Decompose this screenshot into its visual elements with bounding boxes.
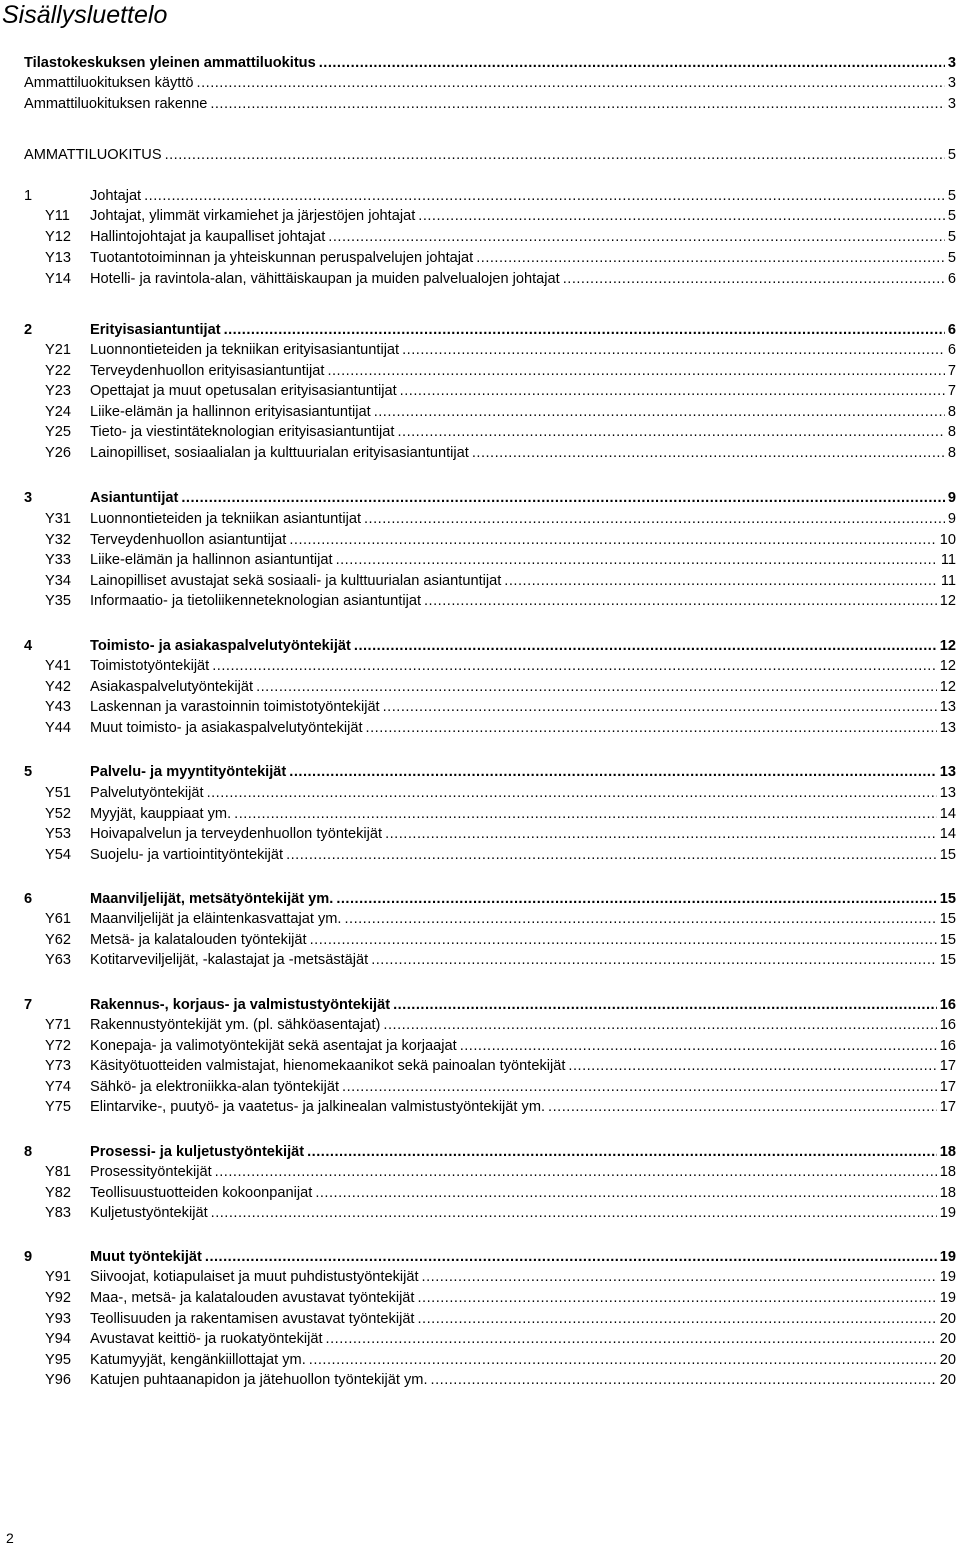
toc-entry (24, 72, 956, 92)
toc-entry-page: 16 (939, 997, 956, 1013)
toc-entry-code: Y96 (45, 1372, 71, 1388)
toc-leader-dots (289, 763, 936, 781)
toc-entry-title: Katujen puhtaanapidon ja jätehuollon työntekijät ym. (90, 1372, 428, 1388)
toc-leader-dots (181, 489, 945, 507)
toc-entry (24, 570, 956, 590)
toc-entry (24, 205, 956, 225)
toc-entry-page: 8 (947, 404, 956, 420)
toc-entry-page: 8 (947, 424, 956, 440)
toc-entry-code: 6 (24, 891, 33, 907)
toc-entry-title: Hoivapalvelun ja terveydenhuollon työntekijät (90, 826, 383, 842)
toc-entry-code: Y95 (45, 1352, 71, 1368)
toc-entry-title: Prosessi- ja kuljetustyöntekijät (90, 1144, 305, 1160)
toc-entry (24, 994, 956, 1014)
toc-entry (24, 268, 956, 288)
toc-leader-dots (418, 1310, 937, 1328)
toc-entry-page: 13 (939, 699, 956, 715)
toc-entry-code: Y83 (45, 1205, 71, 1221)
toc-entry-code: Y73 (45, 1058, 71, 1074)
toc-entry-title: Asiantuntijat (90, 490, 179, 506)
toc-entry-title: Toimisto- ja asiakaspalvelutyöntekijät (90, 638, 351, 654)
toc-entry-title: Hallintojohtajat ja kaupalliset johtajat (90, 229, 326, 245)
toc-entry-title: Liike-elämän ja hallinnon erityisasiantuntijat (90, 404, 371, 420)
toc-leader-dots (326, 1330, 937, 1348)
toc-entry (24, 185, 956, 205)
toc-entry (24, 823, 956, 843)
toc-entry (24, 1014, 956, 1034)
toc-entry-title: Myyjät, kauppiaat ym. (90, 806, 232, 822)
toc-leader-dots (374, 403, 945, 421)
toc-entry-title: Tieto- ja viestintäteknologian erityisasiantuntijat (90, 424, 395, 440)
toc-entry-title: Johtajat, ylimmät virkamiehet ja järjestöjen johtajat (90, 208, 416, 224)
toc-entry-page: 8 (947, 445, 956, 461)
toc-leader-dots (289, 531, 936, 549)
toc-entry-page: 18 (939, 1164, 956, 1180)
toc-entry-title: Avustavat keittiö- ja ruokatyöntekijät (90, 1331, 323, 1347)
toc-entry (24, 226, 956, 246)
toc-entry-page: 20 (939, 1372, 956, 1388)
toc-entry-title: Ammattiluokituksen rakenne (24, 96, 208, 112)
toc-leader-dots (224, 321, 945, 339)
toc-entry-code: Y24 (45, 404, 71, 420)
toc-entry (24, 1055, 956, 1075)
toc-entry-page: 16 (939, 1038, 956, 1054)
toc-entry-page: 13 (939, 785, 956, 801)
toc-entry (24, 1328, 956, 1348)
toc-entry-page: 17 (939, 1079, 956, 1095)
toc-entry (24, 529, 956, 549)
toc-entry-page: 11 (940, 573, 956, 589)
toc-entry-title: Tuotantotoiminnan ja yhteiskunnan peruspalvelujen johtajat (90, 250, 474, 266)
toc-entry-code: Y91 (45, 1269, 71, 1285)
toc-entry-title: Erityisasiantuntijat (90, 322, 221, 338)
toc-entry-page: 7 (947, 363, 956, 379)
toc-entry-code: Y63 (45, 952, 71, 968)
toc-leader-dots (207, 784, 937, 802)
toc-entry-page: 20 (939, 1331, 956, 1347)
toc-entry-code: 7 (24, 997, 33, 1013)
toc-entry-title: Lainopilliset, sosiaalialan ja kulttuurialan erityisasiantuntijat (90, 445, 469, 461)
toc-leader-dots (212, 657, 937, 675)
toc-entry-code: Y71 (45, 1017, 71, 1033)
toc-leader-dots (422, 1268, 937, 1286)
toc-entry (24, 929, 956, 949)
toc-leader-dots (371, 951, 937, 969)
toc-entry-code: Y53 (45, 826, 71, 842)
toc-leader-dots (315, 1184, 936, 1202)
toc-entry-code: Y94 (45, 1331, 71, 1347)
toc-entry-code: Y52 (45, 806, 71, 822)
toc-entry (24, 717, 956, 737)
toc-leader-dots (383, 1016, 936, 1034)
toc-entry (24, 52, 956, 72)
toc-entry-page: 19 (939, 1249, 956, 1265)
toc-entry (24, 1141, 956, 1161)
toc-entry-title: Katumyyjät, kengänkiillottajat ym. (90, 1352, 306, 1368)
toc-entry-title: Lainopilliset avustajat sekä sosiaali- ja kulttuurialan asiantuntijat (90, 573, 502, 589)
toc-entry (24, 1182, 956, 1202)
toc-entry-page: 9 (947, 490, 956, 506)
toc-entry-page: 13 (939, 720, 956, 736)
toc-entry-code: Y51 (45, 785, 71, 801)
toc-entry-code: Y32 (45, 532, 71, 548)
toc-entry (24, 1369, 956, 1389)
toc-entry-title: Palvelu- ja myyntityöntekijät (90, 764, 287, 780)
toc-entry-title: Asiakaspalvelutyöntekijät (90, 679, 254, 695)
toc-entry-code: Y21 (45, 342, 71, 358)
toc-entry-code: Y14 (45, 271, 71, 287)
toc-entry (24, 1161, 956, 1181)
toc-entry (24, 803, 956, 823)
toc-entry-code: 4 (24, 638, 33, 654)
toc-entry (24, 1202, 956, 1222)
toc-entry-code: 5 (24, 764, 33, 780)
toc-entry-code: Y82 (45, 1185, 71, 1201)
toc-entry-page: 19 (939, 1269, 956, 1285)
toc-entry (24, 676, 956, 696)
toc-entry (24, 319, 956, 339)
toc-entry-title: Maanviljelijät, metsätyöntekijät ym. (90, 891, 334, 907)
toc-entry-page: 19 (939, 1205, 956, 1221)
toc-entry-title: Muut työntekijät (90, 1249, 202, 1265)
toc-entry-title: Rakennustyöntekijät ym. (pl. sähköasentajat) (90, 1017, 381, 1033)
toc-entry-title: Informaatio- ja tietoliikenneteknologian asiantuntijat (90, 593, 421, 609)
toc-entry-title: Laskennan ja varastoinnin toimistotyöntekijät (90, 699, 380, 715)
toc-leader-dots (364, 510, 945, 528)
toc-leader-dots (205, 1248, 937, 1266)
toc-entry (24, 508, 956, 528)
toc-leader-dots (476, 249, 945, 267)
toc-entry-title: Konepaja- ja valimotyöntekijät sekä asentajat ja korjaajat (90, 1038, 457, 1054)
toc-entry-page: 15 (939, 911, 956, 927)
toc-entry (24, 844, 956, 864)
toc-leader-dots (417, 1289, 936, 1307)
toc-leader-dots (563, 270, 945, 288)
toc-entry-code: Y93 (45, 1311, 71, 1327)
toc-entry-page: 5 (947, 229, 956, 245)
toc-entry-code: Y42 (45, 679, 71, 695)
toc-leader-dots (327, 362, 944, 380)
toc-entry (24, 360, 956, 380)
toc-entry-page: 10 (939, 532, 956, 548)
toc-entry-page: 15 (939, 891, 956, 907)
toc-entry (24, 1308, 956, 1328)
toc-entry-page: 12 (939, 638, 956, 654)
toc-entry-title: Siivoojat, kotiapulaiset ja muut puhdistustyöntekijät (90, 1269, 419, 1285)
toc-leader-dots (210, 95, 945, 113)
toc-leader-dots (286, 846, 937, 864)
toc-entry-page: 19 (939, 1290, 956, 1306)
toc-leader-dots (344, 910, 936, 928)
toc-entry-title: Ammattiluokituksen käyttö (24, 75, 194, 91)
toc-entry-page: 14 (939, 826, 956, 842)
toc-entry (24, 339, 956, 359)
toc-entry (24, 635, 956, 655)
toc-leader-dots (402, 341, 945, 359)
toc-leader-dots (319, 54, 945, 72)
toc-entry-page: 15 (939, 952, 956, 968)
toc-entry-title: Maa-, metsä- ja kalatalouden avustavat työntekijät (90, 1290, 415, 1306)
toc-entry-title: Kuljetustyöntekijät (90, 1205, 208, 1221)
page-title: Sisällysluettelo (2, 1, 168, 29)
toc-leader-dots (310, 931, 937, 949)
toc-entry-code: Y92 (45, 1290, 71, 1306)
toc-leader-dots (418, 207, 945, 225)
toc-entry-code: Y61 (45, 911, 71, 927)
toc-leader-dots (342, 1078, 937, 1096)
toc-entry (24, 1266, 956, 1286)
toc-entry (24, 1076, 956, 1096)
toc-entry-page: 9 (947, 511, 956, 527)
toc-entry-page: 5 (947, 188, 956, 204)
toc-leader-dots (400, 382, 945, 400)
toc-entry-title: Luonnontieteiden ja tekniikan erityisasiantuntijat (90, 342, 400, 358)
toc-entry-code: 2 (24, 322, 33, 338)
toc-entry-page: 3 (947, 75, 956, 91)
toc-entry-page: 5 (947, 208, 956, 224)
toc-entry-title: Prosessityöntekijät (90, 1164, 212, 1180)
toc-leader-dots (197, 74, 945, 92)
toc-entry-code: 3 (24, 490, 33, 506)
toc-entry-code: Y41 (45, 658, 71, 674)
toc-entry-code: 9 (24, 1249, 33, 1265)
toc-entry-code: Y12 (45, 229, 71, 245)
toc-entry-title: Sähkö- ja elektroniikka-alan työntekijät (90, 1079, 340, 1095)
toc-entry-page: 16 (939, 1017, 956, 1033)
toc-entry (24, 1246, 956, 1266)
toc-leader-dots (307, 1143, 937, 1161)
toc-entry-title: Palvelutyöntekijät (90, 785, 204, 801)
toc-leader-dots (383, 698, 937, 716)
toc-entry (24, 442, 956, 462)
toc-entry-code: Y23 (45, 383, 71, 399)
toc-leader-dots (548, 1098, 937, 1116)
toc-leader-dots (366, 719, 937, 737)
toc-leader-dots (256, 678, 937, 696)
toc-entry (24, 93, 956, 113)
toc-entry (24, 549, 956, 569)
toc-leader-dots (431, 1371, 937, 1389)
toc-entry (24, 1349, 956, 1369)
toc-leader-dots (165, 146, 945, 164)
toc-leader-dots (336, 890, 936, 908)
toc-entry (24, 949, 956, 969)
toc-leader-dots (309, 1351, 937, 1369)
toc-entry-page: 13 (939, 764, 956, 780)
toc-entry (24, 782, 956, 802)
toc-entry-title: Metsä- ja kalatalouden työntekijät (90, 932, 307, 948)
toc-entry-title: Teollisuuden ja rakentamisen avustavat työntekijät (90, 1311, 415, 1327)
toc-entry-code: Y33 (45, 552, 71, 568)
toc-entry-page: 14 (939, 806, 956, 822)
toc-entry-page: 15 (939, 847, 956, 863)
toc-entry-title: Elintarvike-, puutyö- ja vaatetus- ja jalkinealan valmistustyöntekijät ym. (90, 1099, 546, 1115)
toc-entry-code: Y62 (45, 932, 71, 948)
toc-entry (24, 1096, 956, 1116)
toc-entry-page: 15 (939, 932, 956, 948)
toc-entry-code: Y26 (45, 445, 71, 461)
toc-entry-title: Kotitarveviljelijät, -kalastajat ja -metsästäjät (90, 952, 369, 968)
toc-entry-title: Opettajat ja muut opetusalan erityisasiantuntijat (90, 383, 397, 399)
toc-entry-code: Y44 (45, 720, 71, 736)
toc-entry-page: 20 (939, 1352, 956, 1368)
toc-entry-code: Y31 (45, 511, 71, 527)
toc-entry-code: Y11 (45, 208, 70, 224)
toc-entry-page: 6 (947, 271, 956, 287)
toc-entry-title: Johtajat (90, 188, 142, 204)
toc-entry-code: Y75 (45, 1099, 71, 1115)
toc-entry-code: Y22 (45, 363, 71, 379)
toc-leader-dots (472, 444, 945, 462)
toc-entry (24, 888, 956, 908)
toc-entry-code: 1 (24, 188, 33, 204)
toc-entry-code: Y34 (45, 573, 71, 589)
toc-leader-dots (424, 592, 937, 610)
toc-entry (24, 247, 956, 267)
toc-entry (24, 144, 956, 164)
toc-entry-page: 12 (939, 679, 956, 695)
toc-entry-page: 12 (939, 658, 956, 674)
toc-entry-page: 18 (939, 1185, 956, 1201)
toc-leader-dots (215, 1163, 937, 1181)
toc-entry-code: Y13 (45, 250, 71, 266)
toc-entry (24, 590, 956, 610)
toc-leader-dots (568, 1057, 936, 1075)
toc-entry-title: Muut toimisto- ja asiakaspalvelutyöntekijät (90, 720, 363, 736)
toc-entry-title: Maanviljelijät ja eläintenkasvattajat ym. (90, 911, 342, 927)
toc-entry-title: Hotelli- ja ravintola-alan, vähittäiskaupan ja muiden palvelualojen johtajat (90, 271, 560, 287)
toc-leader-dots (354, 637, 937, 655)
toc-entry (24, 401, 956, 421)
toc-entry-page: 18 (939, 1144, 956, 1160)
toc-leader-dots (385, 825, 937, 843)
toc-entry-page: 7 (947, 383, 956, 399)
toc-entry-page: 5 (947, 147, 956, 163)
toc-entry (24, 908, 956, 928)
toc-entry-page: 12 (939, 593, 956, 609)
toc-entry-title: Terveydenhuollon erityisasiantuntijat (90, 363, 325, 379)
toc-entry (24, 380, 956, 400)
toc-leader-dots (211, 1204, 937, 1222)
toc-leader-dots (234, 805, 937, 823)
toc-entry (24, 487, 956, 507)
toc-entry (24, 1287, 956, 1307)
toc-entry (24, 1035, 956, 1055)
toc-entry-code: Y72 (45, 1038, 71, 1054)
page-number: 2 (6, 1530, 14, 1546)
toc-entry-title: Teollisuustuotteiden kokoonpanijat (90, 1185, 313, 1201)
toc-entry-title: Toimistotyöntekijät (90, 658, 210, 674)
toc-entry-page: 5 (947, 250, 956, 266)
toc-entry (24, 696, 956, 716)
toc-entry-code: Y81 (45, 1164, 71, 1180)
toc-entry-title: Suojelu- ja vartiointityöntekijät (90, 847, 284, 863)
toc-leader-dots (328, 228, 945, 246)
toc-entry (24, 761, 956, 781)
toc-leader-dots (144, 187, 945, 205)
toc-entry-title: Rakennus-, korjaus- ja valmistustyöntekijät (90, 997, 391, 1013)
toc-entry (24, 655, 956, 675)
toc-entry-code: Y25 (45, 424, 71, 440)
toc-entry-page: 17 (939, 1099, 956, 1115)
toc-entry-title: Tilastokeskuksen yleinen ammattiluokitus (24, 55, 316, 71)
toc-entry-code: Y35 (45, 593, 71, 609)
toc-entry-page: 3 (947, 55, 956, 71)
toc-leader-dots (460, 1037, 937, 1055)
toc-entry-page: 20 (939, 1311, 956, 1327)
toc-entry-code: Y74 (45, 1079, 71, 1095)
toc-entry (24, 421, 956, 441)
toc-entry-title: Käsityötuotteiden valmistajat, hienomekaanikot sekä painoalan työntekijät (90, 1058, 566, 1074)
toc-leader-dots (504, 572, 938, 590)
toc-leader-dots (397, 423, 944, 441)
toc-entry-page: 3 (947, 96, 956, 112)
toc-entry-code: 8 (24, 1144, 33, 1160)
toc-entry-page: 6 (947, 342, 956, 358)
toc-entry-title: Liike-elämän ja hallinnon asiantuntijat (90, 552, 333, 568)
toc-entry-page: 6 (947, 322, 956, 338)
toc-entry-title: AMMATTILUOKITUS (24, 147, 162, 163)
toc-leader-dots (336, 551, 938, 569)
toc-entry-code: Y43 (45, 699, 71, 715)
toc-entry-code: Y54 (45, 847, 71, 863)
toc-entry-page: 17 (939, 1058, 956, 1074)
toc-leader-dots (393, 996, 937, 1014)
toc-entry-page: 11 (940, 552, 956, 568)
toc-entry-title: Terveydenhuollon asiantuntijat (90, 532, 287, 548)
toc-entry-title: Luonnontieteiden ja tekniikan asiantuntijat (90, 511, 361, 527)
